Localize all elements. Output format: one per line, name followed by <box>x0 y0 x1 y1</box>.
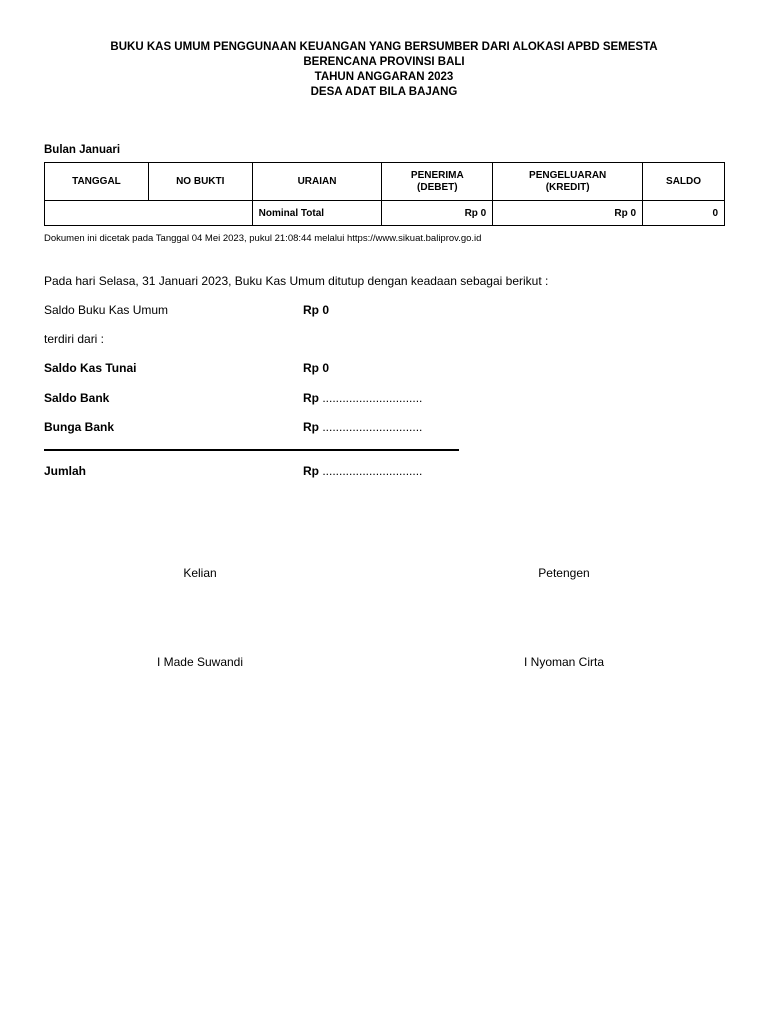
signature-right-role: Petengen <box>538 566 590 580</box>
signature-right-name: I Nyoman Cirta <box>523 655 605 669</box>
total-row-label: Nominal Total <box>252 201 382 226</box>
col-header-penerima-line2: (DEBET) <box>417 181 458 193</box>
title-line-3: TAHUN ANGGARAN 2023 <box>314 71 454 83</box>
total-pengeluaran-value: Rp 0 <box>493 201 643 226</box>
title-line-2: BERENCANA PROVINSI BALI <box>303 56 465 68</box>
total-penerima-value: Rp 0 <box>382 201 493 226</box>
total-row-empty-cell <box>45 201 253 226</box>
col-header-uraian: URAIAN <box>252 163 382 201</box>
saldo-bank-dots: .............................. <box>322 391 423 405</box>
jumlah-label: Jumlah <box>44 464 87 478</box>
saldo-bank-label: Saldo Bank <box>44 391 110 405</box>
total-saldo-value: 0 <box>643 201 725 226</box>
document-title <box>0 40 768 100</box>
month-label: Bulan Januari <box>44 144 121 156</box>
kas-tunai-value: Rp 0 <box>303 361 330 375</box>
col-header-pengeluaran-line2: (KREDIT) <box>545 181 590 193</box>
jumlah-dots: .............................. <box>322 464 423 478</box>
saldo-bank-value <box>303 391 422 405</box>
col-header-saldo: SALDO <box>643 163 725 201</box>
col-header-penerima <box>382 163 493 201</box>
jumlah-prefix: Rp <box>303 464 319 478</box>
closing-statement: Pada hari Selasa, 31 Januari 2023, Buku Kas Umum ditutup dengan keadaan sebagai berikut : <box>44 274 549 288</box>
saldo-buku-label: Saldo Buku Kas Umum <box>44 303 169 317</box>
signature-left-name: I Made Suwandi <box>156 655 244 669</box>
table-header-row <box>45 163 725 201</box>
col-header-tanggal: TANGGAL <box>45 163 149 201</box>
col-header-no-bukti: NO BUKTI <box>148 163 252 201</box>
signature-left-role: Kelian <box>183 566 217 580</box>
terdiri-label: terdiri dari : <box>44 332 105 346</box>
title-line-1: BUKU KAS UMUM PENGGUNAAN KEUANGAN YANG BERSUMBER DARI ALOKASI APBD SEMESTA <box>110 41 658 53</box>
print-note: Dokumen ini dicetak pada Tanggal 04 Mei 2023, pukul 21:08:44 melalui https://www.sikuat.baliprov.go.id <box>44 233 482 244</box>
sum-divider <box>44 449 459 451</box>
kas-tunai-label: Saldo Kas Tunai <box>44 361 137 375</box>
cash-book-table <box>44 162 725 226</box>
jumlah-value <box>303 464 422 478</box>
title-line-4: DESA ADAT BILA BAJANG <box>310 86 458 98</box>
col-header-pengeluaran <box>493 163 643 201</box>
bunga-bank-value <box>303 420 422 434</box>
table-total-row <box>45 201 725 226</box>
bunga-bank-label: Bunga Bank <box>44 420 115 434</box>
saldo-buku-value: Rp 0 <box>303 303 330 317</box>
saldo-bank-prefix: Rp <box>303 391 319 405</box>
col-header-pengeluaran-line1: PENGELUARAN <box>529 169 607 181</box>
bunga-bank-prefix: Rp <box>303 420 319 434</box>
bunga-bank-dots: .............................. <box>322 420 423 434</box>
col-header-penerima-line1: PENERIMA <box>410 169 464 181</box>
